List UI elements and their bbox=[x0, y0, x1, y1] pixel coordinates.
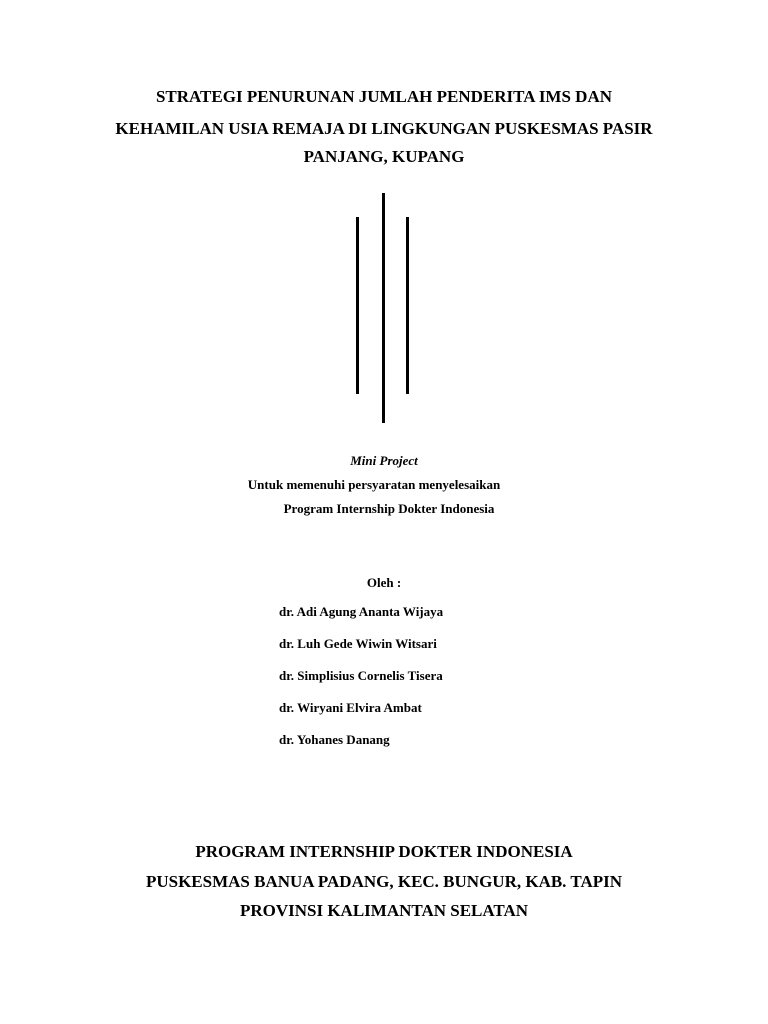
document-type: Mini Project bbox=[350, 453, 418, 468]
vertical-line-right bbox=[406, 217, 409, 394]
author-name: dr. Luh Gede Wiwin Witsari bbox=[279, 636, 437, 651]
program-name: Program Internship Dokter Indonesia bbox=[283, 501, 495, 516]
authors-label: Oleh : bbox=[366, 575, 402, 590]
document-title-line-3: PANJANG, KUPANG bbox=[303, 147, 465, 166]
author-name: dr. Yohanes Danang bbox=[279, 732, 390, 747]
institution-location: PUSKESMAS BANUA PADANG, KEC. BUNGUR, KAB. TAPIN bbox=[145, 872, 623, 891]
document-title-line-1: STRATEGI PENURUNAN JUMLAH PENDERITA IMS DAN bbox=[155, 87, 613, 106]
institution-province: PROVINSI KALIMANTAN SELATAN bbox=[239, 901, 529, 920]
document-title-line-2: KEHAMILAN USIA REMAJA DI LINGKUNGAN PUSKESMAS PASIR bbox=[115, 119, 653, 138]
document-purpose: Untuk memenuhi persyaratan menyelesaikan bbox=[247, 477, 501, 492]
vertical-line-center bbox=[382, 193, 385, 423]
author-name: dr. Simplisius Cornelis Tisera bbox=[279, 668, 443, 683]
institution-program: PROGRAM INTERNSHIP DOKTER INDONESIA bbox=[195, 842, 573, 861]
vertical-line-left bbox=[356, 217, 359, 394]
author-name: dr. Adi Agung Ananta Wijaya bbox=[279, 604, 444, 619]
author-name: dr. Wiryani Elvira Ambat bbox=[279, 700, 422, 715]
